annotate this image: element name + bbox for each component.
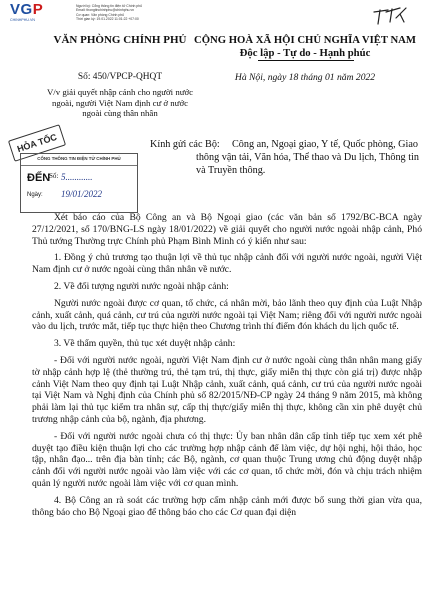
received-date-value: 19/01/2022 bbox=[61, 189, 103, 199]
handwritten-initials bbox=[370, 4, 410, 28]
digital-signature-block bbox=[76, 4, 216, 22]
country-name: CỘNG HOÀ XÃ HỘI CHỦ NGHĨA VIỆT NAM bbox=[194, 34, 416, 46]
vgp-logo bbox=[10, 2, 72, 32]
logo-sub: CHINHPHU.VN bbox=[10, 18, 35, 22]
national-motto: Độc lập - Tự do - Hạnh phúc bbox=[239, 47, 371, 59]
urgent-stamp: HỎA TỐC bbox=[8, 124, 66, 162]
body-paragraph: - Đối với người nước ngoài chưa có thị thực: Ủy ban nhân dân cấp tỉnh tiếp tục xem xét phê duyệt tạo điều kiện thuận lợi cho các trường hợp nhập cảnh để làm việc, dự hội nghị, hội thảo, học tập, nhân đạo... trên địa bàn tỉnh; các Bộ, ngành, cơ quan thuộc Trung ương chủ động duyệt nhập cảnh đối với người nước ngoài vào làm việc với các cơ quan, tổ chức mời, đón và chịu trách nhiệm quản lý người nước ngoài làm việc với cơ quan mình. bbox=[32, 430, 422, 489]
received-stamp-divider bbox=[21, 165, 137, 166]
body-paragraph: - Đối với người nước ngoài, người Việt Nam định cư ở nước ngoài cùng thân nhân mang giấy tờ nhập cảnh hợp lệ (thẻ thường trú, thẻ tạm trú, thị thực, giấy miễn thị thực còn giá trị) được nhập cảnh Việt Nam theo quy định tại Luật Nhập cảnh, xuất cảnh, quá cảnh, cư trú của người nước ngoài tại Việt Nam và Nghị định của Chính phủ số 82/2015/NĐ-CP ngày 24 tháng 9 năm 2015, mà không phải làm lại thủ tục kiểm tra nhân sự, cấp thị thực/giấy miễn thị thực, không cần xin phê duyệt chủ trương nhập cảnh của bộ, ngành, địa phương. bbox=[32, 354, 422, 425]
received-date-label: Ngày: bbox=[27, 192, 43, 198]
document-number: Số: 450/VPCP-QHQT bbox=[77, 72, 163, 82]
body-paragraph: 3. Về thẩm quyền, thủ tục xét duyệt nhập cảnh: bbox=[54, 338, 236, 350]
received-so-label: Số: bbox=[49, 172, 59, 180]
signature-line: Người ký: Cổng thông tin điện tử Chính phủ bbox=[76, 4, 142, 8]
recipients-label: Kính gửi các Bộ: bbox=[150, 139, 220, 150]
document-date: Hà Nội, ngày 18 tháng 01 năm 2022 bbox=[234, 72, 376, 83]
issuing-agency: VĂN PHÒNG CHÍNH PHỦ bbox=[53, 34, 187, 46]
received-stamp-header: CỔNG THÔNG TIN ĐIỆN TỬ CHÍNH PHỦ bbox=[37, 156, 121, 161]
signature-line: Email: thongtinchinhphu@chinhphu.vn bbox=[76, 8, 134, 13]
body-paragraph: 2. Về đối tượng người nước ngoài nhập cảnh: bbox=[54, 280, 229, 292]
received-den-label: ĐẾN bbox=[27, 172, 51, 184]
body-paragraph: 1. Đồng ý chủ trương tạo thuận lợi về thủ tục nhập cảnh đối với người nước ngoài, người Việt Nam định cư ở nước ngoài cùng thân nhân về nước. bbox=[32, 252, 422, 276]
recipients bbox=[150, 139, 420, 176]
logo-brand: VGP bbox=[10, 1, 44, 18]
received-stamp bbox=[20, 153, 138, 213]
recipients-list: Công an, Ngoại giao, Y tế, Quốc phòng, Giao thông vận tải, Văn hóa, Thể thao và Du lịch, Thông tin và Truyền thông. bbox=[196, 139, 419, 176]
signature-line: Thời gian ký: 19.01.2022 11:01:22 +07:00 bbox=[76, 17, 139, 22]
document-body bbox=[32, 212, 422, 523]
motto-underline bbox=[258, 60, 354, 61]
body-paragraph: Xét báo cáo của Bộ Công an và Bộ Ngoại giao (các văn bản số 1792/BC-BCA ngày 27/12/2021, số 170/BNG-LS ngày 18/01/2022) về giải quyết cho người nước ngoài nhập cảnh, Phó Thủ tướng Thường trực Chính phủ Phạm Bình Minh có ý kiến như sau: bbox=[32, 212, 422, 247]
document-subject: V/v giải quyết nhập cảnh cho người nước ngoài, người Việt Nam định cư ở nước ngoài cùng thân nhân bbox=[46, 87, 194, 119]
signature-line: Cơ quan: Văn phòng Chính phủ bbox=[76, 12, 125, 17]
body-paragraph: 4. Bộ Công an rà soát các trường hợp cấm nhập cảnh mới được bổ sung thời gian vừa qua, thông báo cho Bộ Ngoại giao để thông báo cho các Cơ quan đại diện bbox=[32, 494, 422, 518]
body-paragraph: Người nước ngoài được cơ quan, tổ chức, cá nhân mời, bảo lãnh theo quy định của Luật Nhập cảnh, xuất cảnh, quá cảnh, cư trú của người nước ngoài tại Việt Nam; riêng đối với người nước ngoài vào du lịch, trước mắt, tiếp tục thực hiện theo Chương trình thí điểm đón khách du lịch quốc tế. bbox=[32, 297, 422, 333]
received-so-value: 5............ bbox=[61, 172, 93, 182]
